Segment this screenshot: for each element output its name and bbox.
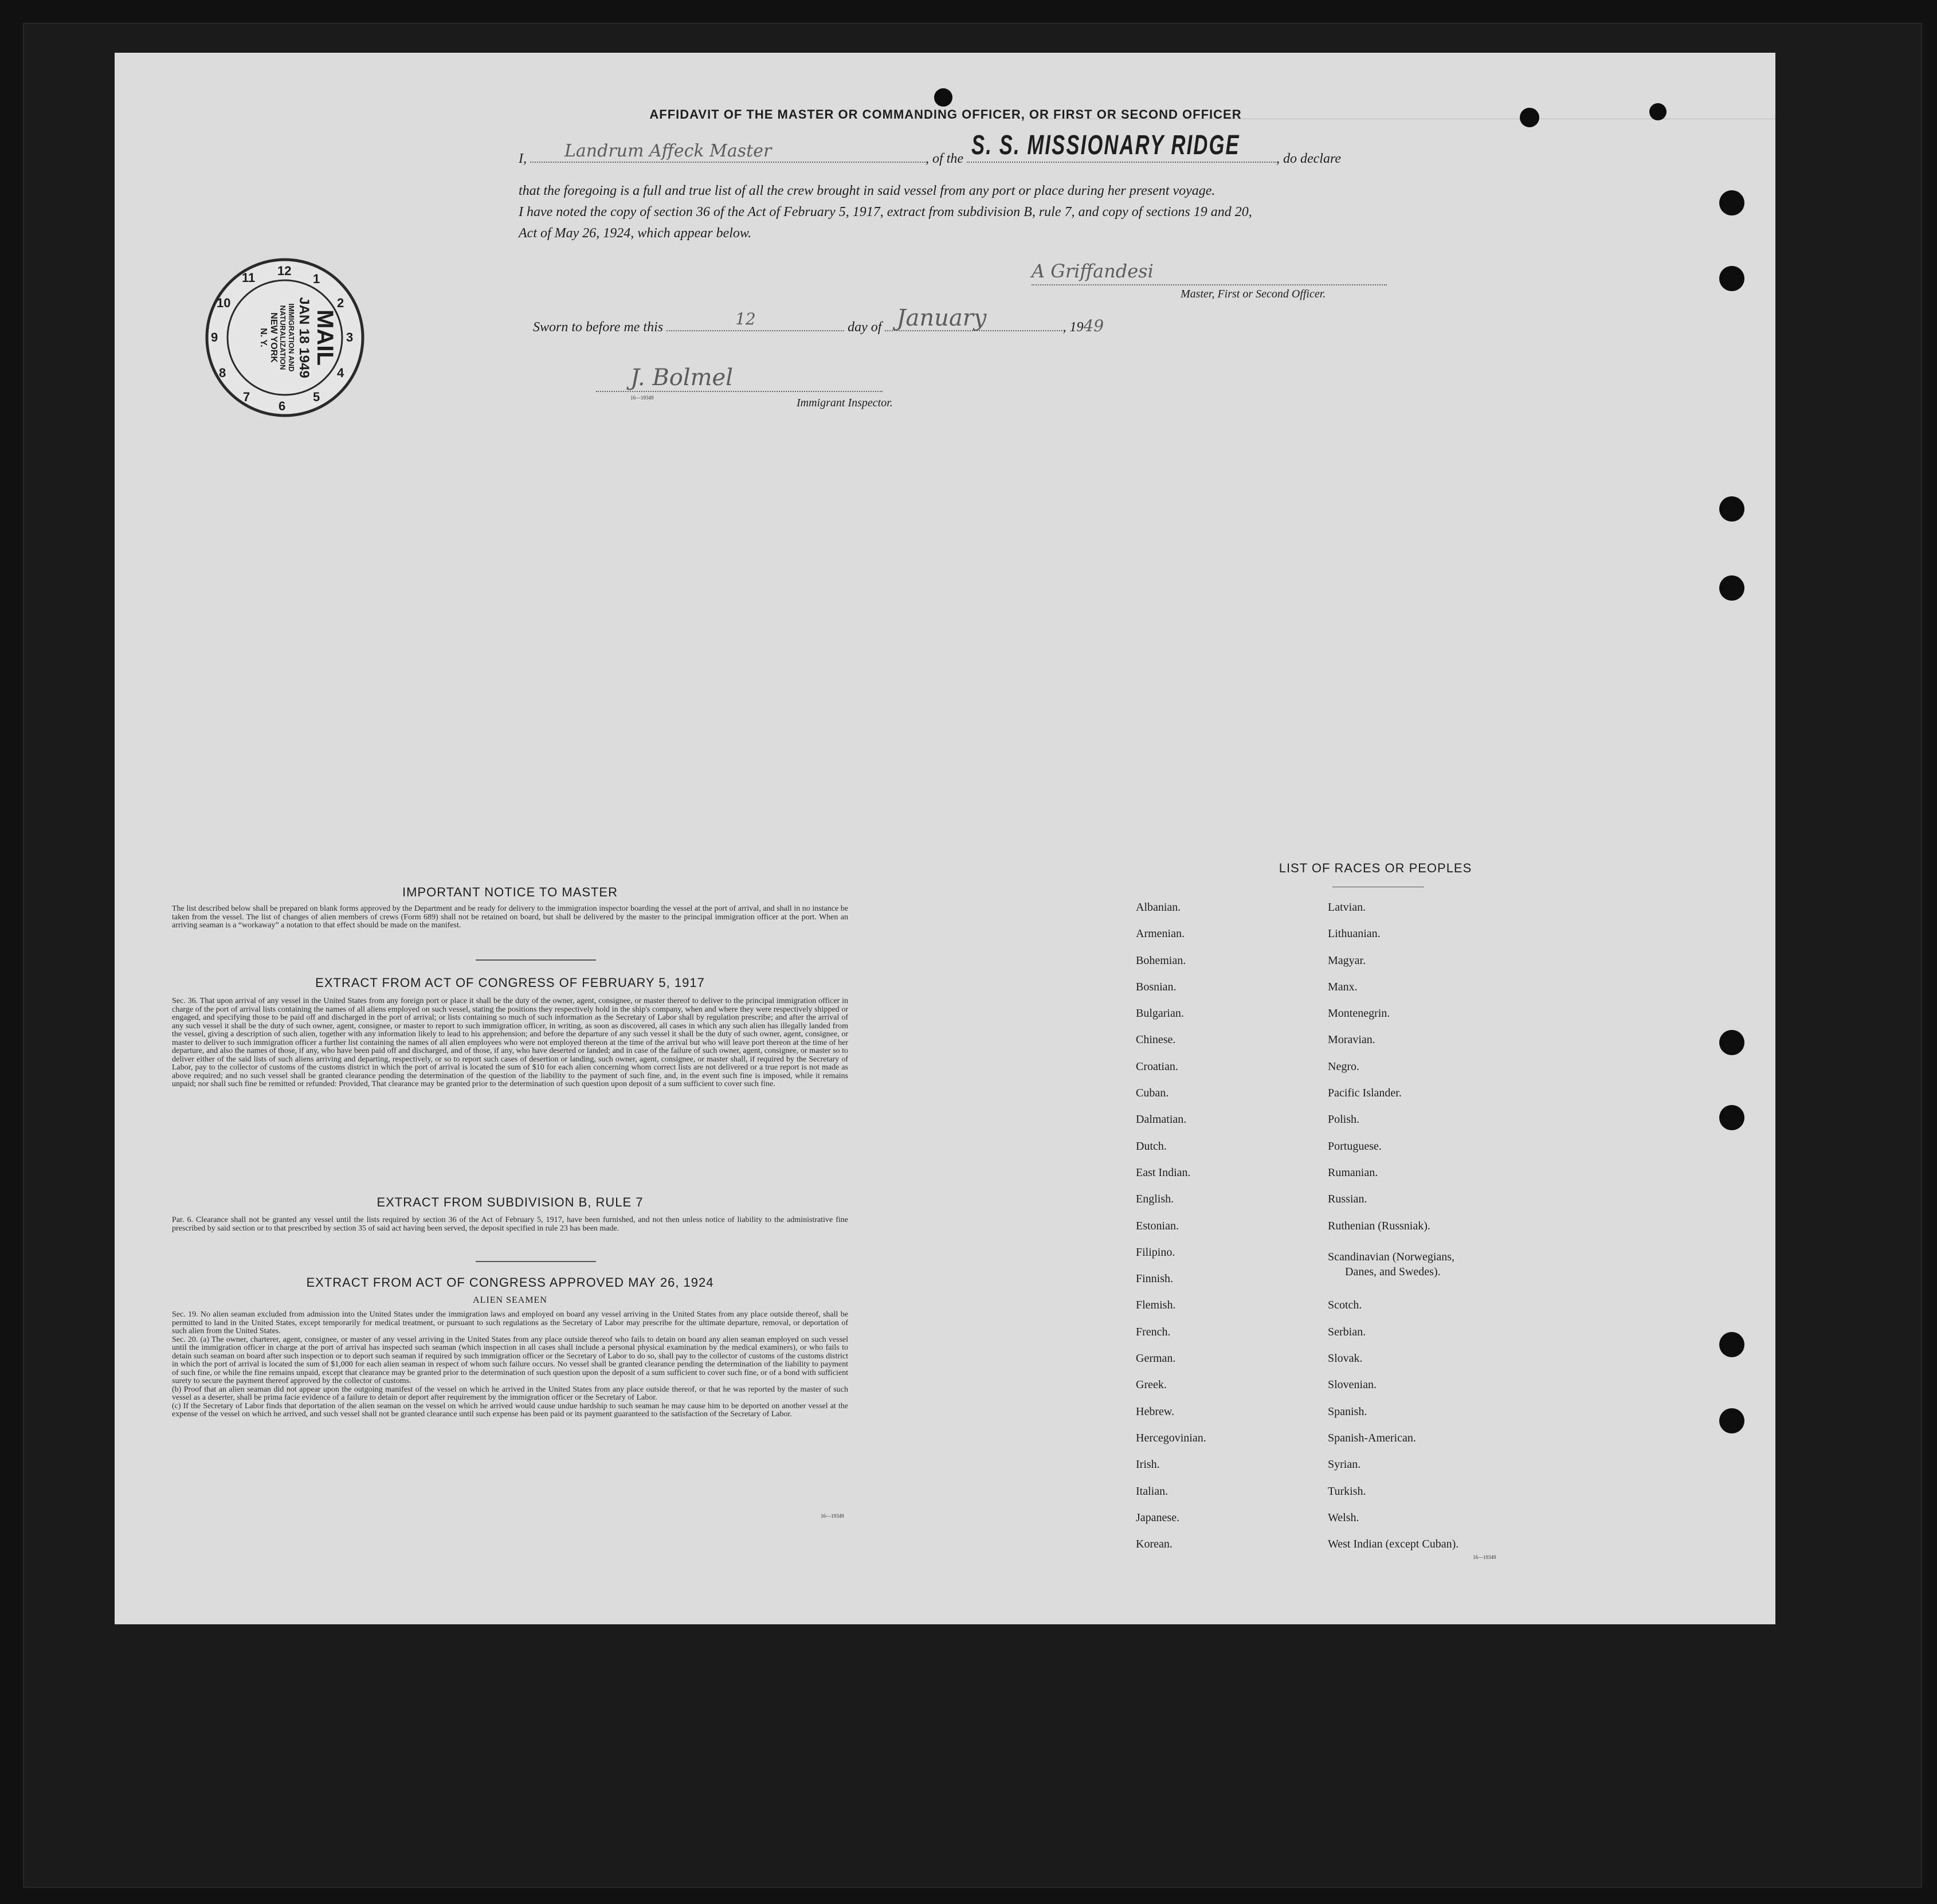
stamp-number-2: 2 <box>337 296 344 310</box>
race-item: Filipino. <box>1136 1245 1175 1259</box>
race-item: Latvian. <box>1328 901 1366 914</box>
race-item: English. <box>1136 1193 1174 1206</box>
stamp-number-10: 10 <box>217 296 231 310</box>
race-item: Dalmatian. <box>1136 1113 1187 1126</box>
notice-body: The list described below shall be prepared on blank forms approved by the Department and be ready for delivery to the immigration inspector boarding the vessel at the port of arrival, and shall in no instance be taken from the vessel. The list of changes of alien members of crews (Form 689) shall not be retained on board, but shall be delivered by the master to the principal immigration officer at the port. When an arriving seaman is a “workaway” a notation to that effect should be made on the manifest. <box>172 904 848 930</box>
ship-name: S. S. MISSIONARY RIDGE <box>971 130 1240 160</box>
punch-hole <box>1719 1332 1744 1357</box>
race-item: Hercegovinian. <box>1136 1431 1206 1444</box>
stamp-number-7: 7 <box>243 390 250 404</box>
section-20b: (b) Proof that an alien seaman did not appear upon the outgoing manifest of the vessel on which he arrived in the United States from any place outside thereof, or that he was reported by the master of such vessel as a deserter, shall be prima facie evidence of a failure to detain or deport after requirement by the immigration officer or the Secretary of Labor. <box>172 1385 848 1402</box>
race-item: Ruthenian (Russniak). <box>1328 1219 1430 1232</box>
race-item: Hebrew. <box>1136 1405 1175 1418</box>
section-19: Sec. 19. No alien seaman excluded from admission into the United States under the immigration laws and employed on board any vessel arriving in the United States from any place outside thereof, shall be permitted to land in the United States, except temporarily for medical treatment, or pursuant to such regulations as the Secretary of Labor may prescribe for the ultimate departure, removal, or deportation of such alien from the United States. <box>172 1310 848 1335</box>
race-item: Pacific Islander. <box>1328 1087 1402 1100</box>
stamp-number-1: 1 <box>313 272 320 286</box>
year-prefix: , 19 <box>1062 320 1084 335</box>
race-item: Korean. <box>1136 1538 1173 1551</box>
race-item: Slovenian. <box>1328 1378 1377 1392</box>
punch-hole <box>1719 575 1744 601</box>
race-item: Estonian. <box>1136 1219 1179 1232</box>
extract-rule7-body: Par. 6. Clearance shall not be granted any vessel until the lists required by section 36 of the Act of February 5, 1917, have been furnished, and not then unless notice of liability to the administrative fine prescribed by said section or to that prescribed by section 35 of said act having been served, the deposit specified in rule 23 has been made. <box>172 1216 848 1233</box>
race-item: Syrian. <box>1328 1458 1361 1471</box>
race-item: Albanian. <box>1136 901 1181 914</box>
race-item: Russian. <box>1328 1193 1367 1206</box>
races-left-column <box>1136 901 1308 1564</box>
extract-1924-subtitle: ALIEN SEAMEN <box>473 1295 547 1305</box>
stamp-line-4: N. Y. <box>258 328 268 347</box>
declaration-line-4: Act of May 26, 1924, which appear below. <box>519 226 752 241</box>
punch-hole <box>1719 1030 1744 1055</box>
punch-hole <box>1719 496 1744 522</box>
sworn-day: 12 <box>735 310 756 328</box>
stamp-word: MAIL <box>312 310 338 366</box>
extract-1917-body: Sec. 36. That upon arrival of any vessel in the United States from any foreign port or place it shall be the duty of the owner, agent, consignee, or master thereof to deliver to the principal immigration officer in charge of the port of arrival lists containing the names of all aliens employed on such vessel, stating the positions they respectively hold in the ship's company, when and where they were respectively shipped or engaged, and specifying those to be paid off and discharged in the port of arrival; or lists containing so much of such information as the Secretary of Labor shall by regulation prescribe; and after the arrival of any such vessel it shall be the duty of such owner, agent, consignee, or master to report to such immigration officer, in writing, as soon as discovered, all cases in which any such alien has illegally landed from the vessel, giving a description of such alien, together with any information likely to lead to his apprehension; and before the departure of any such vessel it shall be the duty of such owner, agent, consignee, or master to deliver to such immigration officer a further list containing the names of all alien employees who were not employed thereon at the time of the arrival but who will leave port thereon at the time of her departure, and also the names of those, if any, who have been paid off and discharged, and of those, if any, who have deserted or landed; and in case of the failure of such owner, agent, consignee, or master so to deliver either of the said lists of such aliens arriving and departing, respectively, or so to report such cases of desertion or landing, such owner, agent, consignee, or master shall, if required by the Secretary of Labor, pay to the collector of customs of the customs district in which the port of arrival is located the sum of $10 for each alien concerning whom correct lists are not delivered or a true report is not made as above required; and no such vessel shall be granted clearance pending the determination of the question of the liability to the payment of such fine, and, in the event such fine is imposed, while it remains unpaid; nor shall such fine be remitted or refunded: Provided, That clearance may be granted prior to the determination of such question upon deposit of a sum sufficient to cover such fine. <box>172 997 848 1088</box>
race-item: Serbian. <box>1328 1325 1366 1338</box>
day-of-label: day of <box>848 320 882 335</box>
stamp-number-3: 3 <box>346 330 354 344</box>
race-item: Spanish-American. <box>1328 1431 1416 1444</box>
race-item: Bohemian. <box>1136 954 1186 967</box>
declarant-field <box>530 141 926 163</box>
inspector-signature-line <box>596 365 883 392</box>
sworn-month: January <box>896 305 987 331</box>
race-item: Negro. <box>1328 1060 1359 1073</box>
notice-title: IMPORTANT NOTICE TO MASTER <box>402 885 618 899</box>
extract-1924-sections <box>172 1311 848 1419</box>
race-item: Montenegrin. <box>1328 1007 1390 1020</box>
do-declare-label: , do declare <box>1276 151 1342 166</box>
punch-hole <box>1719 1408 1744 1433</box>
separator-2 <box>476 1261 596 1262</box>
extract-form-number: 16—19349 <box>821 1513 844 1519</box>
section-20c: (c) If the Secretary of Labor finds that deportation of the alien seaman on the vessel on which he arrived would cause undue hardship to such seaman he may cause him to be deported on another vessel at the expense of the vessel on which he arrived, and such vessel shall not be granted clearance until such expense has been paid or its payment guaranteed to the satisfaction of the Secretary of Labor. <box>172 1401 848 1419</box>
stamp-date: JAN 18 1949 <box>296 297 312 378</box>
race-item: German. <box>1136 1352 1176 1365</box>
race-item: Scotch. <box>1328 1299 1362 1312</box>
immigration-date-stamp <box>204 257 366 418</box>
races-form-number: 16—19349 <box>1473 1554 1496 1560</box>
affidavit-form-number: 16—19349 <box>630 395 654 401</box>
race-item: Greek. <box>1136 1378 1167 1392</box>
declaration-line-1 <box>519 130 1342 167</box>
race-item: Rumanian. <box>1328 1166 1378 1179</box>
races-title: LIST OF RACES OR PEOPLES <box>1279 861 1472 875</box>
stamp-number-5: 5 <box>313 390 320 404</box>
race-item: Danes, and Swedes). <box>1345 1265 1441 1278</box>
manifest-page <box>115 53 1775 1624</box>
race-item: Dutch. <box>1136 1139 1167 1153</box>
race-item: Bosnian. <box>1136 980 1177 993</box>
stamp-line-1: IMMIGRATION AND <box>287 303 296 372</box>
punch-hole <box>1719 1105 1744 1130</box>
punch-hole <box>1719 190 1744 216</box>
year-suffix: 49 <box>1083 316 1104 335</box>
race-item: Croatian. <box>1136 1060 1178 1073</box>
race-item: Spanish. <box>1328 1405 1367 1418</box>
officer-signature-line <box>1032 260 1387 285</box>
stamp-number-6: 6 <box>279 399 286 413</box>
affidavit-title: AFFIDAVIT OF THE MASTER OR COMMANDING OFFICER, OR FIRST OR SECOND OFFICER <box>649 107 1242 122</box>
race-item: Slovak. <box>1328 1352 1363 1365</box>
race-item: Manx. <box>1328 980 1358 993</box>
officer-caption: Master, First or Second Officer. <box>1181 288 1326 300</box>
stamp-line-2: NATURALIZATION <box>279 305 287 370</box>
race-item: Japanese. <box>1136 1511 1180 1524</box>
race-item: Scandinavian (Norwegians, <box>1328 1250 1455 1263</box>
race-item: Moravian. <box>1328 1033 1375 1047</box>
race-item: Welsh. <box>1328 1511 1359 1524</box>
stamp-number-4: 4 <box>337 366 344 380</box>
declaration-line-2: that the foregoing is a full and true list of all the crew brought in said vessel from any port or place during her present voyage. <box>519 183 1215 198</box>
declaration-line-3: I have noted the copy of section 36 of the Act of February 5, 1917, extract from subdivision B, rule 7, and copy of sections 19 and 20, <box>519 205 1252 220</box>
i-label: I, <box>519 151 527 166</box>
punch-hole <box>934 88 952 107</box>
punch-hole <box>1520 108 1539 127</box>
extract-1924-title: EXTRACT FROM ACT OF CONGRESS APPROVED MAY 26, 1924 <box>306 1275 714 1290</box>
race-item: French. <box>1136 1325 1171 1338</box>
of-the-label: , of the <box>926 151 963 166</box>
race-item: Turkish. <box>1328 1484 1366 1498</box>
race-item: Chinese. <box>1136 1033 1176 1047</box>
stamp-line-3: NEW YORK <box>269 312 279 363</box>
punch-hole <box>1649 103 1667 120</box>
ship-name-field <box>967 130 1276 163</box>
races-right-column <box>1328 901 1557 1555</box>
stamp-number-11: 11 <box>242 271 256 285</box>
sworn-day-field <box>666 310 844 331</box>
sworn-label: Sworn to before me this <box>533 320 664 335</box>
race-item: Lithuanian. <box>1328 927 1381 941</box>
race-item: Armenian. <box>1136 927 1185 941</box>
sworn-line <box>533 305 1104 335</box>
race-item: Cuban. <box>1136 1087 1169 1100</box>
extract-1917-title: EXTRACT FROM ACT OF CONGRESS OF FEBRUARY 5, 1917 <box>315 975 705 990</box>
separator-1 <box>476 959 596 961</box>
stamp-number-12: 12 <box>277 264 292 278</box>
race-item: Italian. <box>1136 1484 1169 1498</box>
stamp-center <box>228 280 342 395</box>
race-item: West Indian (except Cuban). <box>1328 1538 1459 1551</box>
race-item: Magyar. <box>1328 954 1366 967</box>
race-item: Polish. <box>1328 1113 1360 1126</box>
sworn-month-field <box>885 305 1062 331</box>
inspector-caption: Immigrant Inspector. <box>797 397 893 409</box>
extract-rule7-title: EXTRACT FROM SUBDIVISION B, RULE 7 <box>377 1195 644 1209</box>
race-item: Bulgarian. <box>1136 1007 1184 1020</box>
section-20a: Sec. 20. (a) The owner, charterer, agent, consignee, or master of any vessel arriving in the United States from any place outside thereof who fails to detain on board any alien seaman employed on such vessel until the immigration officer in charge at the port of arrival has inspected such seaman (which inspection in all cases shall include a personal physical examination by the medical examiners), or who fails to detain such seaman on board after such inspection or to deport such seaman if required by such immigration officer or the Secretary of Labor to do so, shall pay to the collector of customs of the customs district in which the port of arrival is located the sum of $1,000 for each alien seaman in respect of whom such failure occurs. No vessel shall be granted clearance pending the determination of the liability to payment of such fine, or while the fine remains unpaid, except that clearance may be granted prior to the determination of such question upon the deposit of a sum sufficient to cover such fine, or of a bond with sufficient surety to secure the payment thereof approved by the collector of customs. <box>172 1335 848 1385</box>
officer-signature: A Griffandesi <box>1032 260 1154 282</box>
stamp-number-9: 9 <box>211 330 218 344</box>
race-item: Flemish. <box>1136 1299 1176 1312</box>
race-item: East Indian. <box>1136 1166 1191 1179</box>
race-item: Portuguese. <box>1328 1139 1382 1153</box>
stamp-number-8: 8 <box>219 366 226 380</box>
inspector-signature: J. Bolmel <box>630 365 734 391</box>
race-item: Irish. <box>1136 1458 1160 1471</box>
race-item: Finnish. <box>1136 1272 1174 1286</box>
declarant-handwriting: Landrum Affeck Master <box>564 141 772 161</box>
punch-hole <box>1719 266 1744 291</box>
